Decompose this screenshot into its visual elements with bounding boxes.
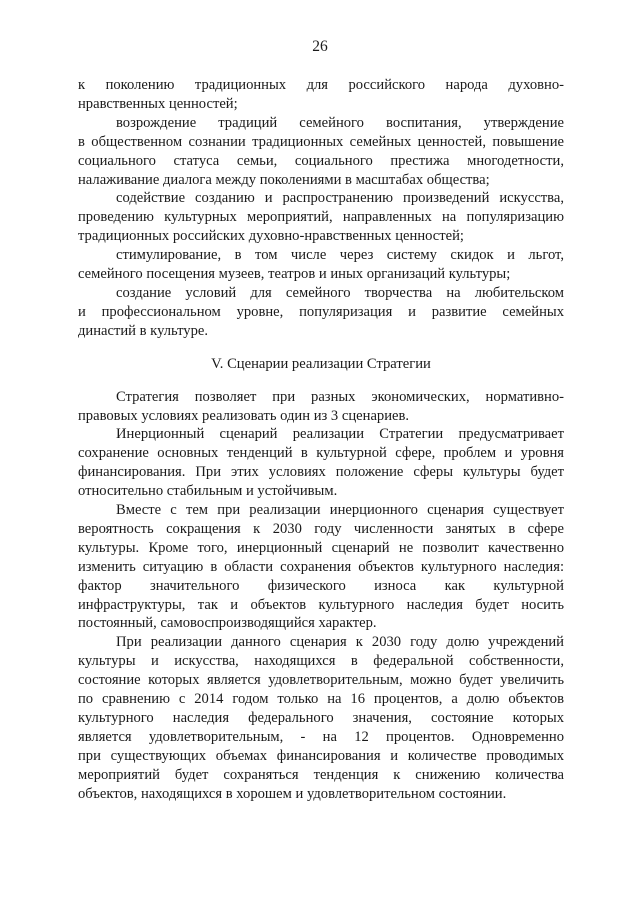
text-line: состояние которых является удовлетворительным, можно будет увеличить xyxy=(78,672,564,689)
text-line: изменить ситуацию в области сохранения объектов культурного наследия: xyxy=(78,558,564,575)
text-line: Стратегия позволяет при разных экономических, нормативно- xyxy=(116,388,564,405)
paragraph xyxy=(78,189,564,246)
text-line: относительно стабильным и устойчивым. xyxy=(78,483,338,500)
page-number: 26 xyxy=(312,38,328,55)
paragraph xyxy=(78,76,564,114)
text-line: финансирования. При этих условиях положение сферы культуры будет xyxy=(78,464,564,481)
text-line: по сравнению с 2014 годом только на 16 процентов, а долю объектов xyxy=(78,691,564,708)
text-line: правовых условиях реализовать один из 3 сценариев. xyxy=(78,407,410,424)
text-line: при существующих объемах финансирования и количестве проводимых xyxy=(78,747,564,764)
text-line: семейного посещения музеев, театров и иных организаций культуры; xyxy=(78,266,511,283)
text-line: культуры и искусства, находящихся в федеральной собственности, xyxy=(78,653,564,670)
text-line: Вместе с тем при реализации инерционного сценария существует xyxy=(116,502,564,519)
paragraph xyxy=(78,284,564,341)
text-line: и профессиональном уровне, популяризация и развитие семейных xyxy=(78,303,564,320)
paragraph xyxy=(78,633,564,803)
text-line: постоянный, самовоспроизводящийся характер. xyxy=(78,615,377,632)
paragraphs-after-heading xyxy=(78,388,564,804)
text-line: культурного наследия федерального значения, состояние которых xyxy=(78,710,564,726)
section-heading: V. Сценарии реализации Стратегии xyxy=(211,355,431,372)
text-line: возрождение традиций семейного воспитания, утверждение xyxy=(116,114,564,131)
paragraph xyxy=(78,246,564,284)
text-line: в общественном сознании традиционных семейных ценностей, повышение xyxy=(78,133,564,150)
page-body xyxy=(78,76,564,804)
paragraph xyxy=(78,501,564,633)
text-line: нравственных ценностей; xyxy=(78,95,238,112)
text-line: Инерционный сценарий реализации Стратегии предусматривает xyxy=(116,426,564,443)
paragraphs-before-heading xyxy=(78,76,564,341)
text-line: налаживание диалога между поколениями в масштабах общества; xyxy=(78,171,490,188)
paragraph xyxy=(78,114,564,190)
text-line: инфраструктуры, так и объектов культурного наследия будет носить xyxy=(78,596,564,613)
text-line: к поколению традиционных для российского народа духовно- xyxy=(78,77,564,93)
text-line: является удовлетворительным, - на 12 процентов. Одновременно xyxy=(78,728,564,745)
text-line: традиционных российских духовно-нравственных ценностей; xyxy=(78,228,464,245)
text-line: сохранение основных тенденций в культурной сфере, проблем и уровня xyxy=(78,445,564,462)
text-line: фактор значительного физического износа как культурной xyxy=(78,577,564,594)
paragraph xyxy=(78,388,564,426)
text-line: объектов, находящихся в хорошем и удовлетворительном состоянии. xyxy=(78,785,507,802)
text-line: стимулирование, в том числе через систему скидок и льгот, xyxy=(116,247,564,264)
text-line: культуры. Кроме того, инерционный сценарий не позволит качественно xyxy=(78,539,564,556)
text-line: создание условий для семейного творчества на любительском xyxy=(116,284,564,301)
text-line: мероприятий будет сохраняться тенденция к снижению количества xyxy=(78,766,564,783)
text-line: проведению культурных мероприятий, направленных на популяризацию xyxy=(78,209,564,226)
text-line: вероятность сокращения к 2030 году численности занятых в сфере xyxy=(78,520,564,537)
text-line: династий в культуре. xyxy=(78,322,209,339)
paragraph xyxy=(78,425,564,501)
text-line: При реализации данного сценария к 2030 году долю учреждений xyxy=(116,634,564,651)
text-line: социального статуса семьи, социального престижа многодетности, xyxy=(78,152,564,169)
text-line: содействие созданию и распространению произведений искусства, xyxy=(116,190,564,207)
